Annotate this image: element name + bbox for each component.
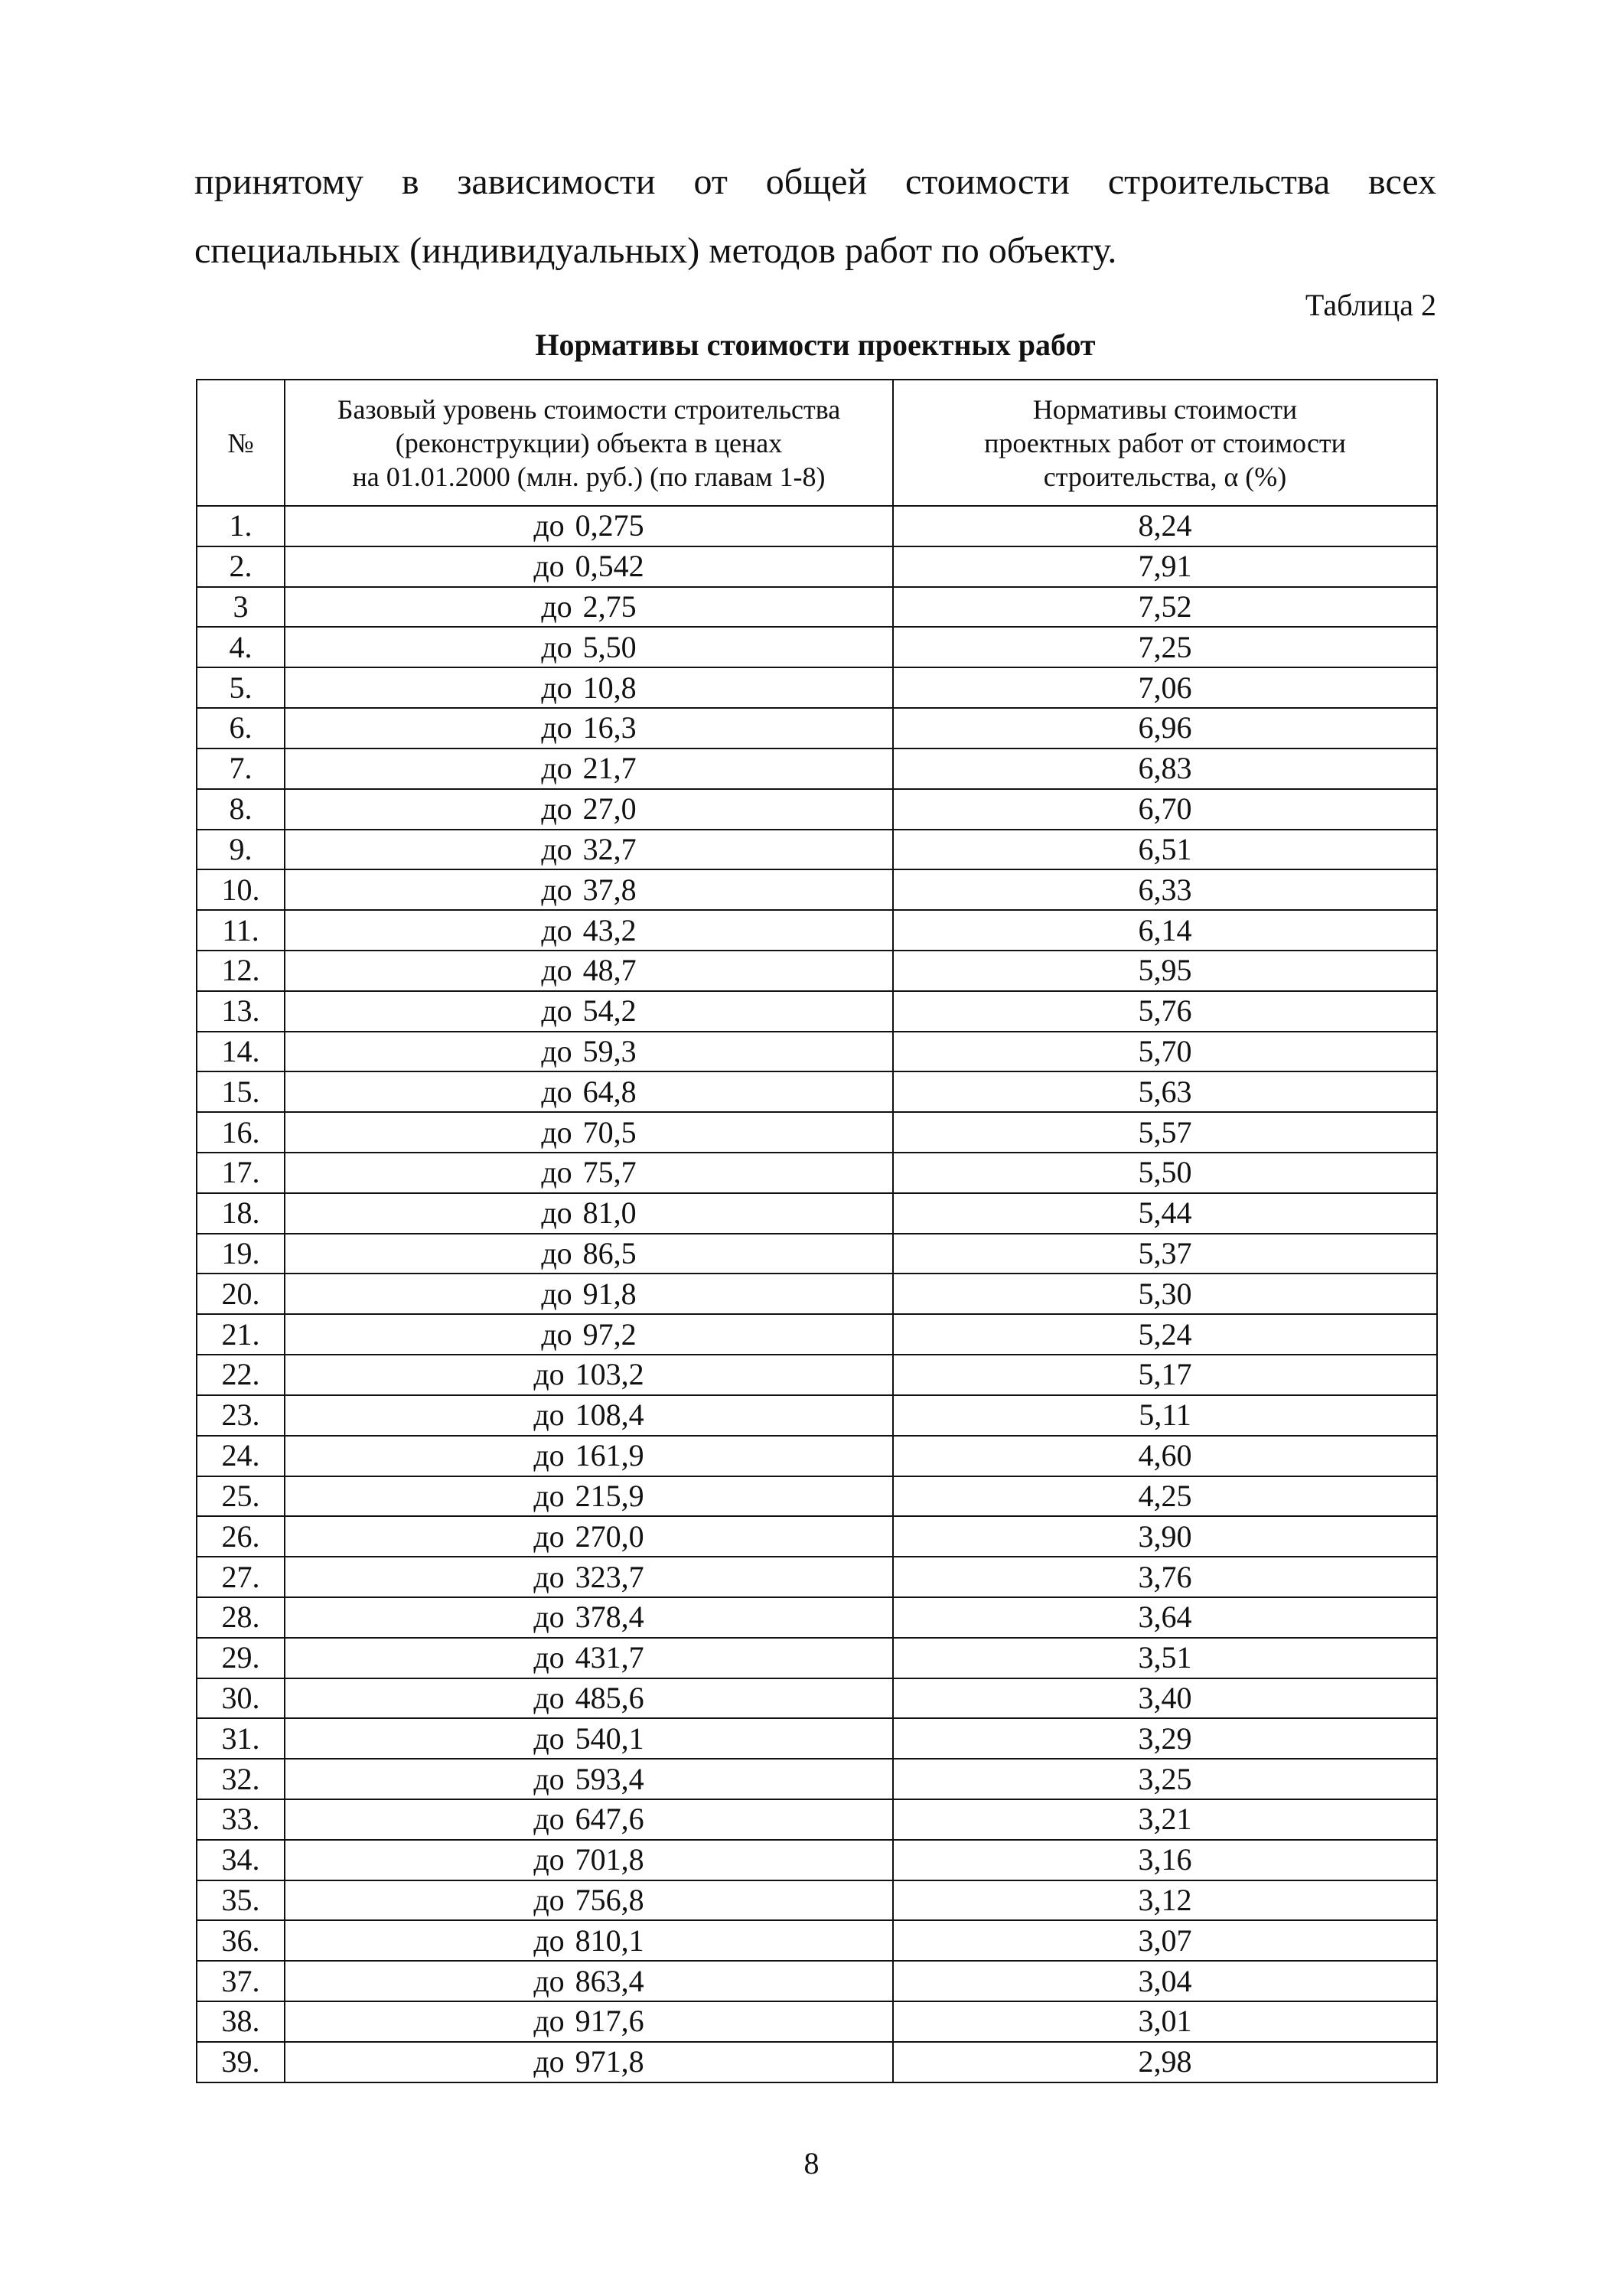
base-cost-prefix: до: [533, 1397, 565, 1433]
base-cost-value: 103,2: [575, 1357, 644, 1392]
base-cost-value: 323,7: [575, 1559, 644, 1594]
base-cost-value: 16,3: [582, 710, 637, 745]
table-row: [197, 1234, 1437, 1274]
base-cost-prefix: до: [541, 1114, 572, 1150]
table-row: [197, 789, 1437, 830]
row-number: 27.: [197, 1557, 285, 1597]
norm-percent-cell: 5,44: [893, 1193, 1437, 1234]
base-cost-cell: [285, 1234, 893, 1274]
base-cost-value: 540,1: [575, 1720, 644, 1756]
table-row: [197, 991, 1437, 1032]
base-cost-cell: [285, 748, 893, 789]
base-cost-prefix: до: [541, 751, 572, 786]
base-cost-value: 21,7: [582, 751, 637, 786]
header-norm-percent-line-1: Нормативы стоимости: [1032, 393, 1298, 425]
base-cost-cell: [285, 2001, 893, 2042]
base-cost-prefix: до: [541, 872, 572, 907]
norm-percent-cell: 6,83: [893, 748, 1437, 789]
base-cost-value: 917,6: [575, 2004, 644, 2039]
base-cost-prefix: до: [533, 1478, 565, 1513]
table-row: [197, 1436, 1437, 1476]
base-cost-prefix: до: [533, 1680, 565, 1715]
base-cost-value: 59,3: [582, 1033, 637, 1068]
header-norm-percent: [893, 380, 1437, 506]
table-row: [197, 1678, 1437, 1719]
table-row: [197, 2042, 1437, 2082]
table-row: [197, 1193, 1437, 1234]
row-number: 11.: [197, 910, 285, 951]
base-cost-prefix: до: [541, 831, 572, 866]
table-row: [197, 1557, 1437, 1597]
base-cost-prefix: до: [541, 791, 572, 827]
base-cost-value: 64,8: [582, 1074, 637, 1109]
norm-percent-cell: 7,25: [893, 627, 1437, 667]
row-number: 33.: [197, 1799, 285, 1840]
row-number: 4.: [197, 627, 285, 667]
base-cost-prefix: до: [541, 1276, 572, 1311]
base-cost-prefix: до: [533, 2004, 565, 2039]
base-cost-value: 0,542: [575, 549, 644, 584]
base-cost-cell: [285, 2042, 893, 2082]
table-row: [197, 1920, 1437, 1961]
base-cost-prefix: до: [533, 549, 565, 584]
norm-percent-cell: 3,76: [893, 1557, 1437, 1597]
intro-line-1: принятому в зависимости от общей стоимости строительства всех: [194, 161, 1436, 202]
header-number: [197, 380, 285, 506]
base-cost-cell: [285, 1759, 893, 1799]
base-cost-value: 971,8: [575, 2044, 644, 2079]
base-cost-prefix: до: [533, 1600, 565, 1635]
norm-percent-cell: 5,57: [893, 1112, 1437, 1153]
table-row: [197, 830, 1437, 870]
row-number: 7.: [197, 748, 285, 789]
base-cost-cell: [285, 1920, 893, 1961]
table-row: [197, 627, 1437, 667]
norm-percent-cell: 7,06: [893, 667, 1437, 708]
base-cost-cell: [285, 546, 893, 587]
norm-percent-cell: 3,51: [893, 1638, 1437, 1678]
base-cost-cell: [285, 1032, 893, 1072]
base-cost-cell: [285, 1476, 893, 1517]
norm-percent-cell: 8,24: [893, 506, 1437, 546]
row-number: 23.: [197, 1395, 285, 1436]
base-cost-cell: [285, 1880, 893, 1921]
norm-percent-cell: 6,51: [893, 830, 1437, 870]
row-number: 21.: [197, 1314, 285, 1355]
norm-percent-cell: 3,04: [893, 1961, 1437, 2001]
base-cost-value: 270,0: [575, 1518, 644, 1554]
row-number: 32.: [197, 1759, 285, 1799]
row-number: 31.: [197, 1718, 285, 1759]
norm-percent-cell: 5,50: [893, 1153, 1437, 1193]
base-cost-value: 27,0: [582, 791, 637, 827]
row-number: 13.: [197, 991, 285, 1032]
base-cost-cell: [285, 1355, 893, 1395]
norm-percent-cell: 3,12: [893, 1880, 1437, 1921]
base-cost-value: 647,6: [575, 1802, 644, 1837]
norm-percent-cell: 5,63: [893, 1071, 1437, 1112]
base-cost-prefix: до: [533, 1802, 565, 1837]
header-base-cost-line-2: (реконструкции) объекта в ценах: [395, 427, 783, 458]
table-row: [197, 1718, 1437, 1759]
norm-percent-cell: 6,96: [893, 708, 1437, 748]
norm-percent-cell: 5,76: [893, 991, 1437, 1032]
row-number: 12.: [197, 951, 285, 991]
base-cost-cell: [285, 1678, 893, 1719]
base-cost-cell: [285, 1597, 893, 1638]
base-cost-value: 161,9: [575, 1438, 644, 1473]
base-cost-value: 485,6: [575, 1680, 644, 1715]
base-cost-cell: [285, 587, 893, 628]
base-cost-cell: [285, 1274, 893, 1314]
base-cost-prefix: до: [541, 1033, 572, 1068]
header-base-cost-line-3: на 01.01.2000 (млн. руб.) (по главам 1-8): [352, 461, 826, 492]
table-row: [197, 1759, 1437, 1799]
row-number: 29.: [197, 1638, 285, 1678]
norm-percent-cell: 6,14: [893, 910, 1437, 951]
row-number: 26.: [197, 1516, 285, 1557]
row-number: 15.: [197, 1071, 285, 1112]
row-number: 6.: [197, 708, 285, 748]
base-cost-prefix: до: [533, 1963, 565, 1998]
table-row: [197, 1032, 1437, 1072]
norm-percent-cell: 4,25: [893, 1476, 1437, 1517]
base-cost-prefix: до: [541, 912, 572, 947]
base-cost-cell: [285, 1638, 893, 1678]
norm-percent-cell: 5,95: [893, 951, 1437, 991]
base-cost-prefix: до: [541, 710, 572, 745]
table-row: [197, 1638, 1437, 1678]
table-row: [197, 1880, 1437, 1921]
norm-percent-cell: 5,24: [893, 1314, 1437, 1355]
base-cost-value: 10,8: [582, 670, 637, 705]
norm-percent-cell: 3,64: [893, 1597, 1437, 1638]
norm-percent-cell: 3,21: [893, 1799, 1437, 1840]
base-cost-prefix: до: [533, 1559, 565, 1594]
base-cost-prefix: до: [541, 993, 572, 1029]
base-cost-cell: [285, 789, 893, 830]
norm-percent-cell: 4,60: [893, 1436, 1437, 1476]
row-number: 30.: [197, 1678, 285, 1719]
base-cost-cell: [285, 830, 893, 870]
norm-percent-cell: 3,90: [893, 1516, 1437, 1557]
base-cost-prefix: до: [533, 2044, 565, 2079]
table-row: [197, 1112, 1437, 1153]
base-cost-value: 0,275: [575, 508, 644, 543]
base-cost-cell: [285, 1395, 893, 1436]
base-cost-cell: [285, 1112, 893, 1153]
base-cost-value: 863,4: [575, 1963, 644, 1998]
header-base-cost-line-1: Базовый уровень стоимости строительства: [337, 393, 841, 425]
row-number: 16.: [197, 1112, 285, 1153]
table-row: [197, 1274, 1437, 1314]
base-cost-cell: [285, 991, 893, 1032]
norm-percent-cell: 5,37: [893, 1234, 1437, 1274]
base-cost-prefix: до: [533, 1923, 565, 1958]
base-cost-cell: [285, 1961, 893, 2001]
table-row: [197, 546, 1437, 587]
table-row: [197, 506, 1437, 546]
norm-percent-cell: 3,01: [893, 2001, 1437, 2042]
base-cost-cell: [285, 1314, 893, 1355]
base-cost-prefix: до: [533, 1438, 565, 1473]
base-cost-cell: [285, 1071, 893, 1112]
table-row: [197, 1314, 1437, 1355]
row-number: 25.: [197, 1476, 285, 1517]
base-cost-prefix: до: [541, 670, 572, 705]
base-cost-cell: [285, 1516, 893, 1557]
base-cost-value: 91,8: [582, 1276, 637, 1311]
base-cost-prefix: до: [541, 953, 572, 988]
table-row: [197, 748, 1437, 789]
table-label: Таблица 2: [1305, 288, 1436, 322]
table-row: [197, 708, 1437, 748]
norm-percent-cell: 7,91: [893, 546, 1437, 587]
row-number: 22.: [197, 1355, 285, 1395]
base-cost-prefix: до: [533, 508, 565, 543]
row-number: 19.: [197, 1234, 285, 1274]
header-norm-percent-line-3: строительства, α (%): [1043, 461, 1287, 492]
base-cost-value: 43,2: [582, 912, 637, 947]
norm-percent-cell: 5,17: [893, 1355, 1437, 1395]
page-number: 8: [803, 2146, 820, 2180]
norm-percent-cell: 3,40: [893, 1678, 1437, 1719]
intro-line-2: специальных (индивидуальных) методов работ по объекту.: [194, 230, 1117, 271]
table-row: [197, 1840, 1437, 1880]
table-row: [197, 1355, 1437, 1395]
base-cost-cell: [285, 708, 893, 748]
base-cost-value: 810,1: [575, 1923, 644, 1958]
base-cost-value: 37,8: [582, 872, 637, 907]
table-row: [197, 1961, 1437, 2001]
table-row: [197, 1395, 1437, 1436]
base-cost-prefix: до: [541, 1236, 572, 1271]
table-row: [197, 910, 1437, 951]
row-number: 34.: [197, 1840, 285, 1880]
header-base-cost: [285, 380, 893, 506]
base-cost-cell: [285, 1799, 893, 1840]
base-cost-value: 108,4: [575, 1397, 644, 1433]
base-cost-cell: [285, 627, 893, 667]
design-cost-norms-table: [196, 379, 1438, 2083]
norm-percent-cell: 5,70: [893, 1032, 1437, 1072]
table-body: [197, 506, 1437, 2082]
header-norm-percent-line-2: проектных работ от стоимости: [984, 427, 1346, 458]
base-cost-cell: [285, 1193, 893, 1234]
row-number: 20.: [197, 1274, 285, 1314]
base-cost-prefix: до: [541, 1155, 572, 1190]
row-number: 17.: [197, 1153, 285, 1193]
header-number-label: №: [227, 427, 254, 458]
norm-percent-cell: 5,11: [893, 1395, 1437, 1436]
norm-percent-cell: 3,16: [893, 1840, 1437, 1880]
base-cost-value: 215,9: [575, 1478, 644, 1513]
table-row: [197, 869, 1437, 910]
row-number: 9.: [197, 830, 285, 870]
base-cost-prefix: до: [533, 1640, 565, 1675]
base-cost-value: 378,4: [575, 1600, 644, 1635]
base-cost-prefix: до: [533, 1842, 565, 1877]
base-cost-cell: [285, 1153, 893, 1193]
norm-percent-cell: 6,70: [893, 789, 1437, 830]
base-cost-value: 5,50: [582, 629, 637, 664]
row-number: 5.: [197, 667, 285, 708]
norm-percent-cell: 7,52: [893, 587, 1437, 628]
norm-percent-cell: 3,29: [893, 1718, 1437, 1759]
norm-percent-cell: 3,25: [893, 1759, 1437, 1799]
table-row: [197, 2001, 1437, 2042]
norm-percent-cell: 6,33: [893, 869, 1437, 910]
base-cost-prefix: до: [541, 1195, 572, 1231]
row-number: 36.: [197, 1920, 285, 1961]
row-number: 39.: [197, 2042, 285, 2082]
norm-percent-cell: 2,98: [893, 2042, 1437, 2082]
table-row: [197, 1597, 1437, 1638]
table-row: [197, 1153, 1437, 1193]
base-cost-value: 32,7: [582, 831, 637, 866]
base-cost-value: 75,7: [582, 1155, 637, 1190]
base-cost-value: 701,8: [575, 1842, 644, 1877]
base-cost-value: 593,4: [575, 1761, 644, 1796]
base-cost-cell: [285, 951, 893, 991]
table-row: [197, 1516, 1437, 1557]
base-cost-value: 86,5: [582, 1236, 637, 1271]
base-cost-prefix: до: [533, 1357, 565, 1392]
base-cost-prefix: до: [541, 589, 572, 625]
table-row: [197, 951, 1437, 991]
base-cost-value: 81,0: [582, 1195, 637, 1231]
row-number: 28.: [197, 1597, 285, 1638]
norm-percent-cell: 5,30: [893, 1274, 1437, 1314]
base-cost-prefix: до: [541, 1074, 572, 1109]
table-row: [197, 1476, 1437, 1517]
base-cost-value: 756,8: [575, 1883, 644, 1918]
row-number: 24.: [197, 1436, 285, 1476]
base-cost-value: 54,2: [582, 993, 637, 1029]
base-cost-prefix: до: [533, 1720, 565, 1756]
base-cost-cell: [285, 1436, 893, 1476]
row-number: 18.: [197, 1193, 285, 1234]
base-cost-cell: [285, 506, 893, 546]
base-cost-prefix: до: [533, 1518, 565, 1554]
table-header-row: [197, 380, 1437, 506]
row-number: 3: [197, 587, 285, 628]
row-number: 35.: [197, 1880, 285, 1921]
table-row: [197, 667, 1437, 708]
table-row: [197, 1799, 1437, 1840]
norm-percent-cell: 3,07: [893, 1920, 1437, 1961]
base-cost-prefix: до: [541, 1316, 572, 1352]
base-cost-cell: [285, 667, 893, 708]
row-number: 14.: [197, 1032, 285, 1072]
base-cost-value: 70,5: [582, 1114, 637, 1150]
base-cost-value: 97,2: [582, 1316, 637, 1352]
table-row: [197, 587, 1437, 628]
row-number: 2.: [197, 546, 285, 587]
base-cost-prefix: до: [541, 629, 572, 664]
base-cost-cell: [285, 910, 893, 951]
base-cost-cell: [285, 1718, 893, 1759]
base-cost-prefix: до: [533, 1883, 565, 1918]
base-cost-cell: [285, 1557, 893, 1597]
base-cost-prefix: до: [533, 1761, 565, 1796]
base-cost-value: 431,7: [575, 1640, 644, 1675]
row-number: 10.: [197, 869, 285, 910]
base-cost-cell: [285, 869, 893, 910]
row-number: 1.: [197, 506, 285, 546]
row-number: 38.: [197, 2001, 285, 2042]
table-row: [197, 1071, 1437, 1112]
base-cost-value: 2,75: [582, 589, 637, 625]
row-number: 8.: [197, 789, 285, 830]
table-title: Нормативы стоимости проектных работ: [535, 328, 1096, 362]
base-cost-cell: [285, 1840, 893, 1880]
row-number: 37.: [197, 1961, 285, 2001]
base-cost-value: 48,7: [582, 953, 637, 988]
intro-paragraph: [194, 148, 1436, 285]
